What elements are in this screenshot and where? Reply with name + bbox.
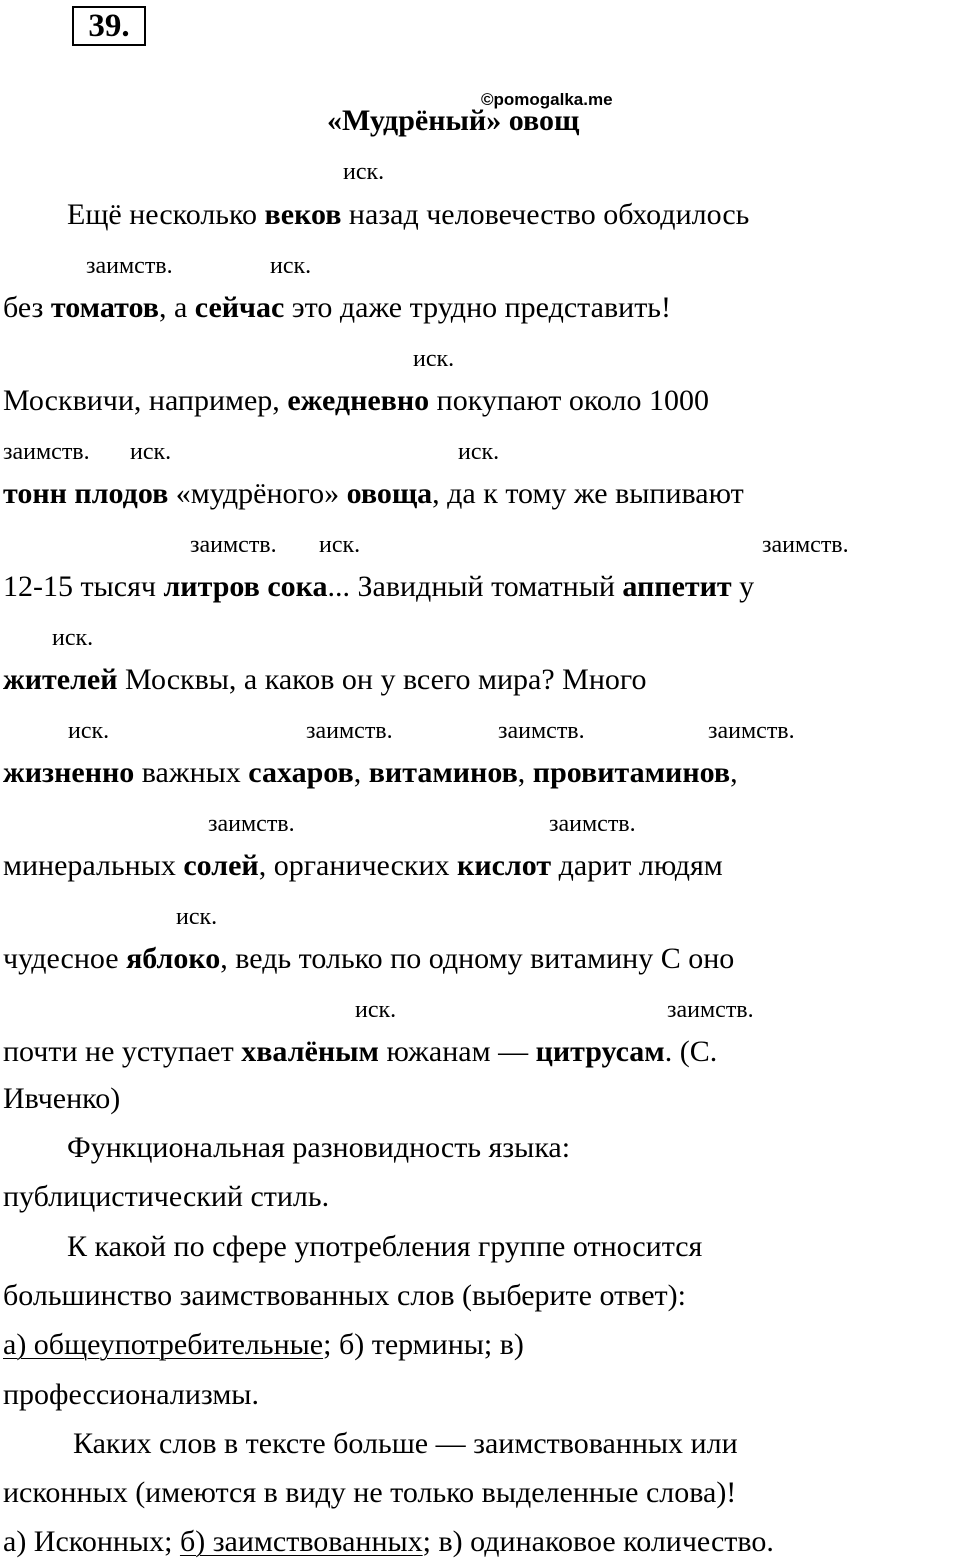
text-line bbox=[3, 570, 754, 604]
text-line bbox=[3, 849, 723, 883]
watermark: ©pomogalka.me bbox=[481, 90, 613, 109]
text-segment: большинство заимствованных слов (выберите ответ): bbox=[3, 1279, 686, 1312]
word-origin-label: иск. bbox=[355, 997, 397, 1023]
highlighted-word: тонн плодов bbox=[3, 477, 169, 510]
word-origin-label: заимств. bbox=[3, 439, 90, 465]
highlighted-word: хвалёным bbox=[241, 1035, 379, 1068]
text-line bbox=[67, 1131, 570, 1165]
text-segment: 12-15 тысяч bbox=[3, 570, 164, 603]
text-line bbox=[3, 1378, 259, 1412]
word-origin-label: заимств. bbox=[667, 997, 754, 1023]
text-line bbox=[3, 663, 646, 697]
text-segment: Каких слов в тексте больше — заимствованных или bbox=[73, 1427, 738, 1460]
word-origin-label: иск. bbox=[319, 532, 361, 558]
word-origin-label: заимств. bbox=[708, 718, 795, 744]
text-line bbox=[3, 942, 734, 976]
text-segment: это даже трудно представить! bbox=[284, 291, 671, 324]
text-segment: , ведь только по одному витамину С оно bbox=[220, 942, 735, 975]
text-line bbox=[67, 198, 749, 232]
text-line bbox=[3, 1082, 120, 1116]
highlighted-word: цитрусам bbox=[535, 1035, 665, 1068]
text-segment: «мудрёного» bbox=[168, 477, 347, 510]
text-segment: южанам — bbox=[379, 1035, 536, 1068]
text-segment: Ивченко) bbox=[3, 1082, 121, 1115]
text-line bbox=[3, 1328, 524, 1362]
word-origin-label: иск. bbox=[270, 253, 312, 279]
text-segment: дарит людям bbox=[551, 849, 723, 882]
highlighted-word: аппетит bbox=[622, 570, 732, 603]
word-origin-label: иск. bbox=[458, 439, 500, 465]
word-origin-label: иск. bbox=[130, 439, 172, 465]
text-line bbox=[3, 1035, 717, 1069]
highlighted-word: солей bbox=[183, 849, 259, 882]
highlighted-word: сахаров bbox=[248, 756, 354, 789]
highlighted-word: сейчас bbox=[194, 291, 285, 324]
text-segment: Москвичи, например, bbox=[3, 384, 288, 417]
highlighted-word: овоща bbox=[346, 477, 433, 510]
text-segment: минеральных bbox=[3, 849, 184, 882]
highlighted-word: витаминов bbox=[368, 756, 518, 789]
text-line bbox=[3, 1476, 736, 1510]
text-segment: , да к тому же выпивают bbox=[432, 477, 744, 510]
text-line bbox=[3, 477, 744, 511]
text-segment: , bbox=[353, 756, 369, 789]
word-origin-label: заимств. bbox=[208, 811, 295, 837]
task-number-box: 39. bbox=[72, 6, 146, 46]
word-origin-label: иск. bbox=[52, 625, 94, 651]
selected-answer: б) заимствованных bbox=[179, 1525, 423, 1558]
word-origin-label: заимств. bbox=[190, 532, 277, 558]
text-segment: К какой по сфере употребления группе относится bbox=[67, 1230, 703, 1263]
word-origin-label: заимств. bbox=[762, 532, 849, 558]
text-line bbox=[3, 1279, 686, 1313]
text-segment: ... Завидный томатный bbox=[327, 570, 623, 603]
word-origin-label: иск. bbox=[68, 718, 110, 744]
text-line bbox=[3, 1180, 329, 1214]
text-segment: почти не уступает bbox=[3, 1035, 242, 1068]
text-segment: чудесное bbox=[3, 942, 127, 975]
word-origin-label: заимств. bbox=[86, 253, 173, 279]
text-segment: покупают около 1000 bbox=[429, 384, 710, 417]
text-line bbox=[67, 1230, 702, 1264]
highlighted-word: провитаминов bbox=[532, 756, 731, 789]
highlighted-word: веков bbox=[264, 198, 342, 231]
text-segment: ; в) одинаковое количество. bbox=[422, 1525, 774, 1558]
highlighted-word: ежедневно bbox=[287, 384, 430, 417]
text-segment: Москвы, а каков он у всего мира? Много bbox=[117, 663, 647, 696]
word-origin-label: заимств. bbox=[306, 718, 393, 744]
word-origin-label: заимств. bbox=[498, 718, 585, 744]
text-segment: Функциональная разновидность языка: bbox=[67, 1131, 571, 1164]
text-segment: , bbox=[517, 756, 533, 789]
highlighted-word: яблоко bbox=[126, 942, 221, 975]
text-segment: профессионализмы. bbox=[3, 1378, 259, 1411]
text-line bbox=[73, 1427, 738, 1461]
text-title: «Мудрёный» овощ bbox=[327, 104, 580, 137]
word-origin-label: заимств. bbox=[549, 811, 636, 837]
text-segment: ; б) термины; в) bbox=[323, 1328, 524, 1361]
text-segment: назад человечество обходилось bbox=[341, 198, 750, 231]
text-segment: , органических bbox=[258, 849, 458, 882]
text-segment: . (С. bbox=[664, 1035, 718, 1068]
text-segment: исконных (имеются в виду не только выделенные слова)! bbox=[3, 1476, 737, 1509]
text-line bbox=[3, 384, 709, 418]
text-segment: , а bbox=[158, 291, 195, 324]
text-segment: без bbox=[3, 291, 51, 324]
word-origin-label: иск. bbox=[413, 346, 455, 372]
highlighted-word: жителей bbox=[3, 663, 118, 696]
highlighted-word: томатов bbox=[50, 291, 159, 324]
highlighted-word: кислот bbox=[457, 849, 552, 882]
word-origin-label: иск. bbox=[343, 159, 385, 185]
text-line bbox=[3, 756, 738, 790]
highlighted-word: жизненно bbox=[3, 756, 135, 789]
text-segment: публицистический стиль. bbox=[3, 1180, 330, 1213]
text-segment: Ещё несколько bbox=[67, 198, 265, 231]
text-line bbox=[3, 291, 671, 325]
text-segment: важных bbox=[134, 756, 249, 789]
text-segment: у bbox=[731, 570, 755, 603]
highlighted-word: литров сока bbox=[163, 570, 328, 603]
text-segment: , bbox=[730, 756, 738, 789]
text-segment: а) Исконных; bbox=[3, 1525, 180, 1558]
text-line bbox=[3, 1525, 774, 1559]
selected-answer: а) общеупотребительные bbox=[3, 1328, 324, 1361]
word-origin-label: иск. bbox=[176, 904, 218, 930]
